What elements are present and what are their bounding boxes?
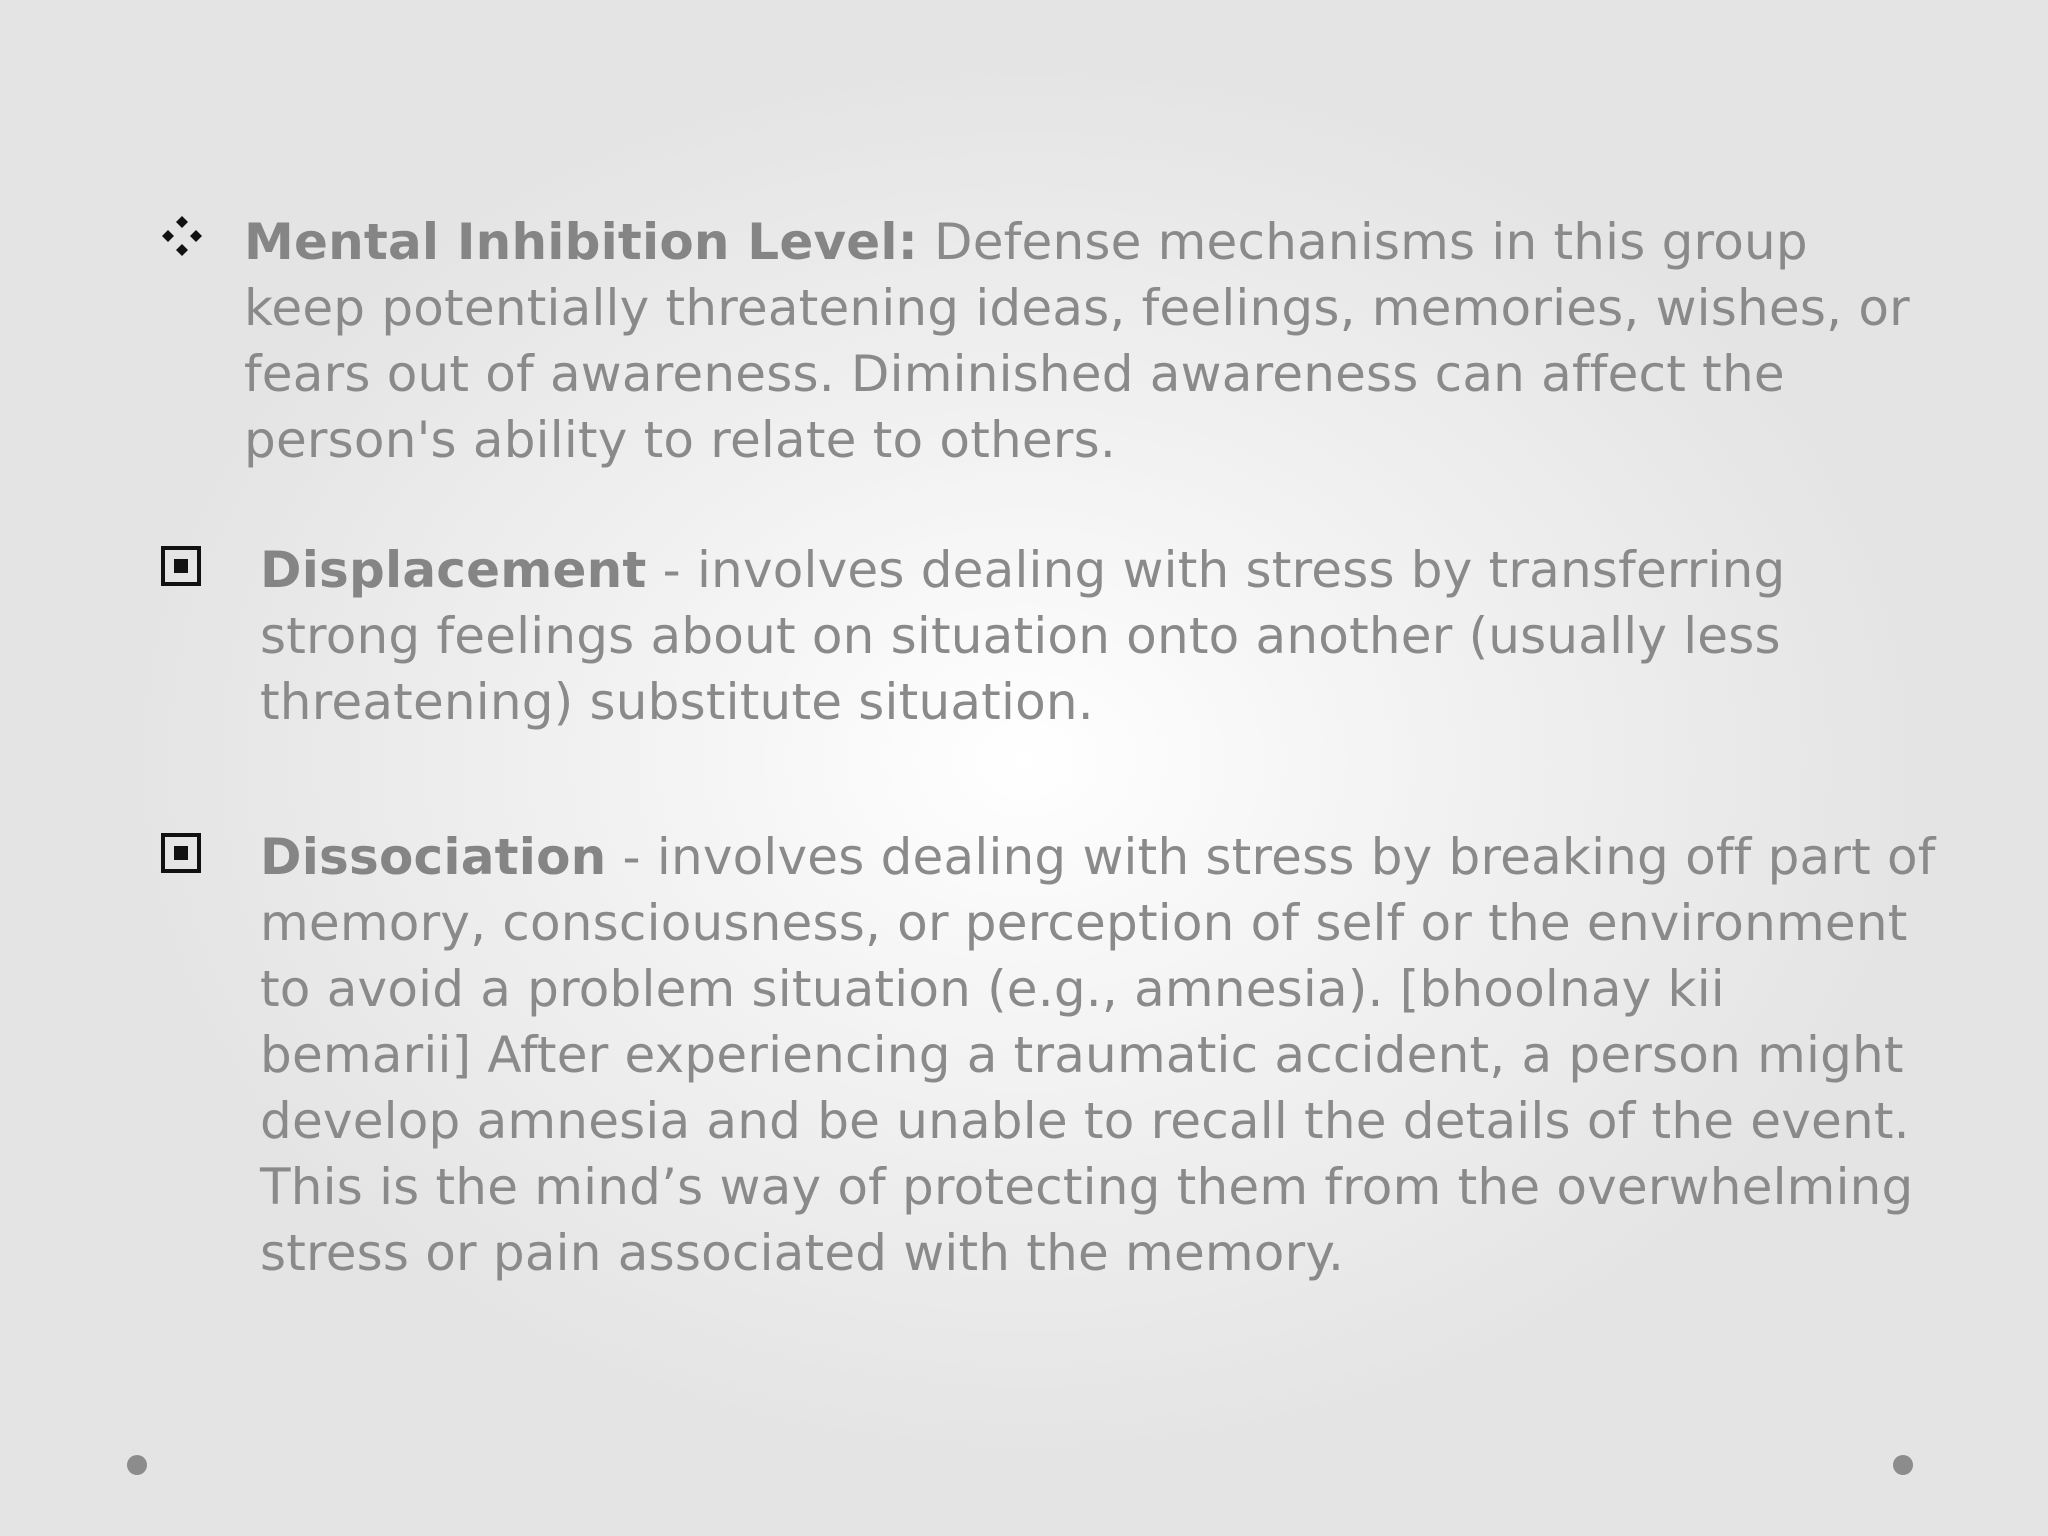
bullet-text [260,824,1940,1286]
boxed-square-icon [160,545,204,589]
separator: - [606,828,657,886]
four-diamond-icon [160,214,204,258]
description: involves dealing with stress by breaking off part of memory, consciousness, or perception of self or the environment to avoid a problem situation (e.g., amnesia). [bhoolnay kii bemarii] After experiencing a traumatic accident, a person might develop amnesia and be unable to recall the details of the event. This is the mind’s way of protecting them from the overwhelming stress or pain associated with the memory. [260,828,1936,1282]
term-label: Displacement [260,541,647,599]
term-label: Mental Inhibition Level: [244,213,918,271]
description: Defense mechanisms in this group keep potentially threatening ideas, feelings, memories, wishes, or fears out of awareness. Diminished awareness can affect the person's ability to relate to others. [244,213,1910,469]
separator: - [646,541,697,599]
description: involves dealing with stress by transferring strong feelings about on situation onto another (usually less threatening) substitute situation. [260,541,1786,731]
bullet-text [260,537,1900,735]
bullet-text [244,209,1944,473]
term-label: Dissociation [260,828,607,886]
footer-dot-left [127,1455,147,1475]
footer-dot-right [1893,1455,1913,1475]
boxed-square-icon [160,832,204,876]
